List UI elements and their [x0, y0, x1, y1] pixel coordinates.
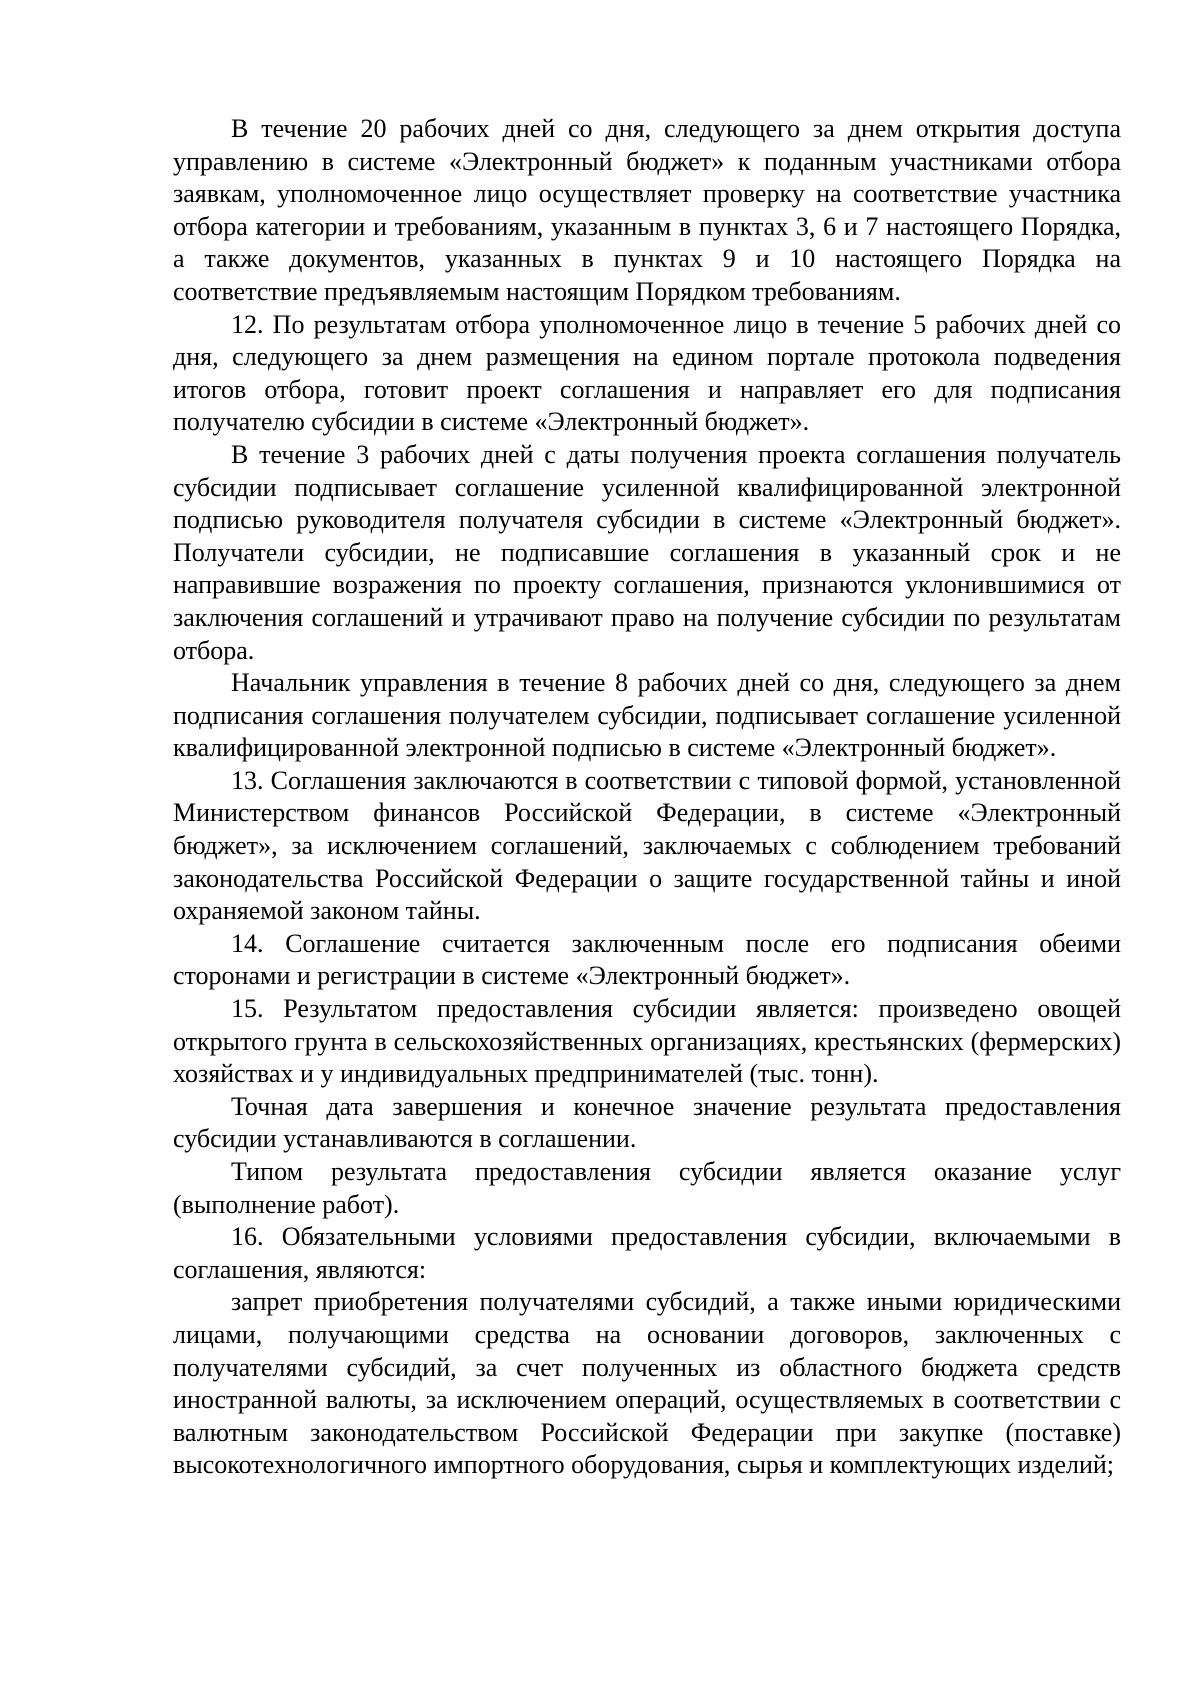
- paragraph-head-signing: Начальник управления в течение 8 рабочих дней со дня, следующего за днем подписания соглашения получателем субсидии, подписывает соглашение усиленной квалифицированной электронной подписью в системе «Электронный бюджет».: [173, 668, 1121, 763]
- paragraph-13-standard-form: 13. Соглашения заключаются в соответствии с типовой формой, установленной Министерством финансов Российской Федерации, в системе «Электронный бюджет», за исключением соглашений, заключаемых с соблюдением требований законодательства Российской Федерации о защите государственной тайны и иной охраняемой законом тайны.: [173, 765, 1121, 926]
- paragraph-15-result: 15. Результатом предоставления субсидии является: произведено овощей открытого грунта в сельскохозяйственных организациях, крестьянских (фермерских) хозяйствах и у индивидуальных предпринимателей (тыс. тонн).: [173, 994, 1121, 1089]
- paragraph-16-mandatory-conditions: 16. Обязательными условиями предоставления субсидии, включаемыми в соглашения, являются:: [173, 1222, 1121, 1284]
- paragraph-recipient-signing: В течение 3 рабочих дней с даты получения проекта соглашения получатель субсидии подписывает соглашение усиленной квалифицированной электронной подписью руководителя получателя субсидии в системе «Электронный бюджет». Получатели субсидии, не подписавшие соглашения в указанный срок и не направившие возражения по проекту соглашения, признаются уклонившимися от заключения соглашений и утрачивают право на получение субсидии по результатам отбора.: [173, 439, 1121, 665]
- paragraph-result-date: Точная дата завершения и конечное значение результата предоставления субсидии устанавливаются в соглашении.: [173, 1091, 1121, 1154]
- paragraph-14-agreement-concluded: 14. Соглашение считается заключенным после его подписания обеими сторонами и регистрации в системе «Электронный бюджет».: [173, 928, 1121, 991]
- paragraph-document-review: В течение 20 рабочих дней со дня, следующего за днем открытия доступа управлению в системе «Электронный бюджет» к поданным участниками отбора заявкам, уполномоченное лицо осуществляет проверку на соответствие участника отбора категории и требованиям, указанным в пунктах 3, 6 и 7 настоящего Порядка, а также документов, указанных в пунктах 9 и 10 настоящего Порядка на соответствие предъявляемым настоящим Порядком требованиям.: [173, 114, 1121, 306]
- paragraph-currency-prohibition: запрет приобретения получателями субсидий, а также иными юридическими лицами, получающими средства на основании договоров, заключенных с получателями субсидий, за счет полученных из областного бюджета средств иностранной валюты, за исключением операций, осуществляемых в соответствии с валютным законодательством Российской Федерации при закупке (поставке) высокотехнологичного импортного оборудования, сырья и комплектующих изделий;: [173, 1287, 1121, 1480]
- document-body: [173, 113, 1121, 1482]
- paragraph-result-type: Типом результата предоставления субсидии является оказание услуг (выполнение работ).: [173, 1157, 1121, 1219]
- paragraph-12-agreement-preparation: 12. По результатам отбора уполномоченное лицо в течение 5 рабочих дней со дня, следующего за днем размещения на едином портале протокола подведения итогов отбора, готовит проект соглашения и направляет его для подписания получателю субсидии в системе «Электронный бюджет».: [173, 309, 1121, 437]
